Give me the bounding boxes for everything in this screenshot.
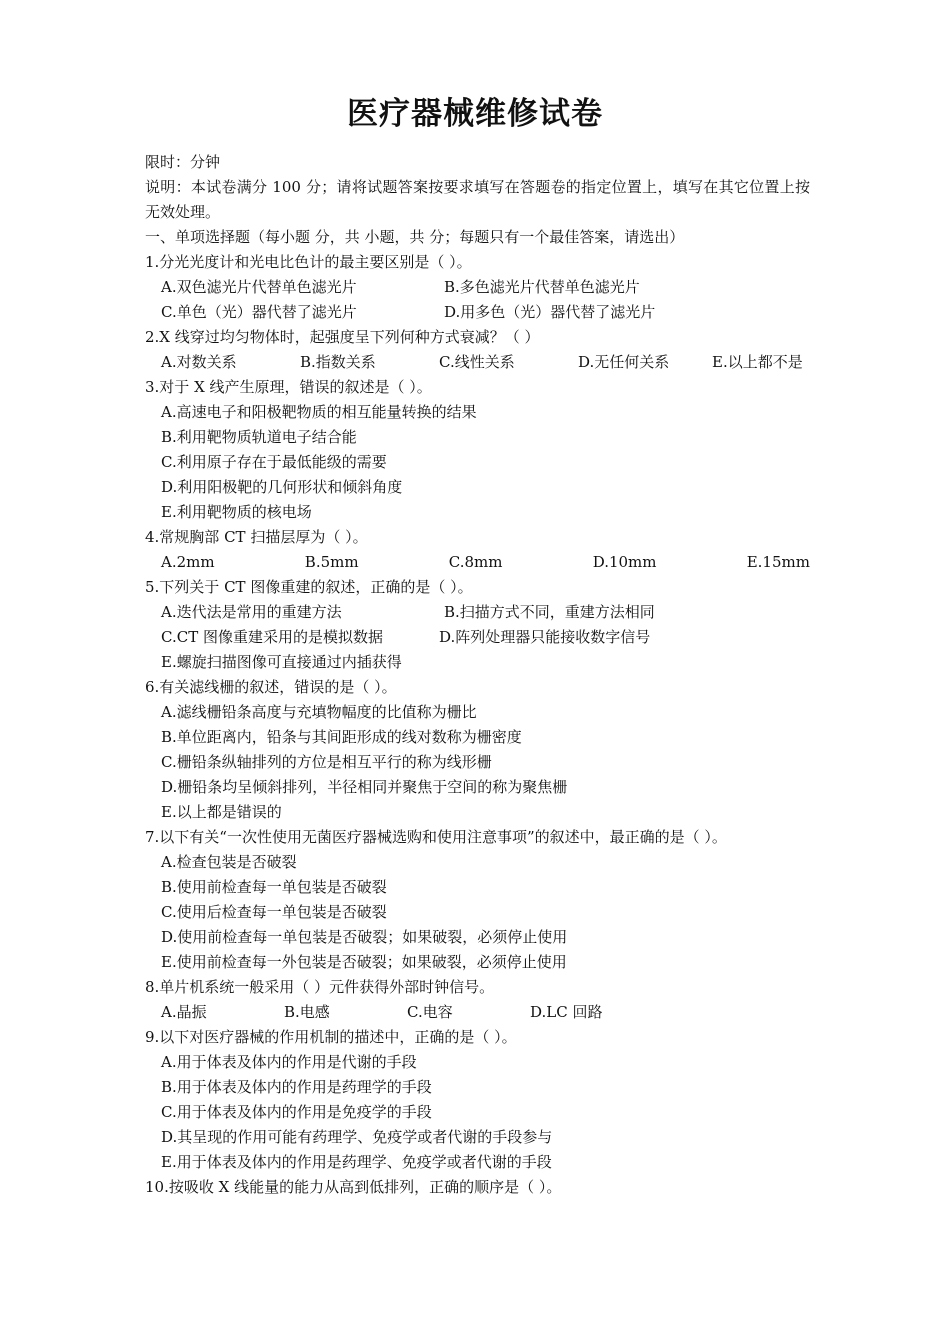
option: A.对数关系 — [161, 353, 237, 371]
option: E.使用前检查每一外包装是否破裂；如果破裂，必须停止使用 — [161, 953, 567, 971]
option: E.15mm — [746, 553, 810, 571]
option: A.2mm — [161, 553, 215, 571]
question-stem: 8.单片机系统一般采用（ ）元件获得外部时钟信号。 — [145, 978, 495, 996]
option: E.利用靶物质的核电场 — [161, 503, 312, 521]
question-stem: 10.按吸收 X 线能量的能力从高到低排列，正确的顺序是（ ）。 — [145, 1178, 562, 1196]
option: B.5mm — [304, 553, 359, 571]
option: E.以上都是错误的 — [161, 803, 282, 821]
option: A.用于体表及体内的作用是代谢的手段 — [161, 1053, 417, 1071]
section-heading: 一、单项选择题（每小题 分，共 小题，共 分；每题只有一个最佳答案，请选出） — [145, 228, 685, 246]
option: E.螺旋扫描图像可直接通过内插获得 — [161, 653, 402, 671]
option: E.以上都不是 — [712, 353, 803, 371]
page-title: 医疗器械维修试卷 — [347, 96, 603, 132]
option: C.用于体表及体内的作用是免疫学的手段 — [161, 1103, 432, 1121]
option: A.滤线栅铅条高度与充填物幅度的比值称为栅比 — [161, 703, 477, 721]
question-stem: 4.常规胸部 CT 扫描层厚为（ ）。 — [145, 528, 368, 546]
option: A.高速电子和阳极靶物质的相互能量转换的结果 — [161, 403, 477, 421]
question-stem: 2.X 线穿过均匀物体时，起强度呈下列何种方式衰减？（ ） — [145, 328, 540, 346]
question-stem: 3.对于 X 线产生原理，错误的叙述是（ ）。 — [145, 378, 432, 396]
option: D.无任何关系 — [578, 353, 670, 371]
option: B.电感 — [284, 1003, 330, 1021]
option: A.检查包装是否破裂 — [161, 853, 297, 871]
option: D.用多色（光）器代替了滤光片 — [444, 303, 656, 321]
option-row — [145, 625, 810, 650]
question-stem: 9.以下对医疗器械的作用机制的描述中，正确的是（ ）。 — [145, 1028, 517, 1046]
option: D.使用前检查每一单包装是否破裂；如果破裂，必须停止使用 — [161, 928, 568, 946]
option-row — [145, 600, 810, 625]
option: C.电容 — [407, 1003, 453, 1021]
question-stem: 6.有关滤线栅的叙述，错误的是（ ）。 — [145, 678, 397, 696]
option: C.8mm — [448, 553, 503, 571]
option: C.单色（光）器代替了滤光片 — [161, 303, 357, 321]
option: B.用于体表及体内的作用是药理学的手段 — [161, 1078, 432, 1096]
option: B.指数关系 — [300, 353, 376, 371]
time-limit: 限时：分钟 — [145, 153, 221, 171]
question-stem: 7.以下有关“一次性使用无菌医疗器械选购和使用注意事项”的叙述中，最正确的是（ ）。 — [145, 828, 727, 846]
option: D.利用阳极靶的几何形状和倾斜角度 — [161, 478, 403, 496]
question-stem: 1.分光光度计和光电比色计的最主要区别是（ ）。 — [145, 253, 472, 271]
option-row — [145, 1000, 810, 1025]
option-row — [145, 550, 810, 575]
option: B.使用前检查每一单包装是否破裂 — [161, 878, 387, 896]
option-row — [145, 275, 810, 300]
option: E.用于体表及体内的作用是药理学、免疫学或者代谢的手段 — [161, 1153, 552, 1171]
option: C.线性关系 — [439, 353, 515, 371]
option: A.双色滤光片代替单色滤光片 — [161, 278, 357, 296]
option: D.其呈现的作用可能有药理学、免疫学或者代谢的手段参与 — [161, 1128, 553, 1146]
option: B.利用靶物质轨道电子结合能 — [161, 428, 357, 446]
option-row — [145, 350, 810, 375]
instructions: 说明：本试卷满分 100 分；请将试题答案按要求填写在答题卷的指定位置上，填写在其它位置上按无效处理。 — [145, 178, 810, 221]
option: D.阵列处理器只能接收数字信号 — [439, 628, 651, 646]
option: C.栅铅条纵轴排列的方位是相互平行的称为线形栅 — [161, 753, 492, 771]
option: D.栅铅条均呈倾斜排列，半径相同并聚焦于空间的称为聚焦栅 — [161, 778, 568, 796]
option: A.迭代法是常用的重建方法 — [161, 603, 342, 621]
option: C.使用后检查每一单包装是否破裂 — [161, 903, 387, 921]
option: A.晶振 — [161, 1003, 207, 1021]
option-row — [145, 300, 810, 325]
option: B.单位距离内，铅条与其间距形成的线对数称为栅密度 — [161, 728, 522, 746]
option: C.CT 图像重建采用的是模拟数据 — [161, 628, 383, 646]
option: D.LC 回路 — [530, 1003, 603, 1021]
exam-content — [145, 150, 810, 1200]
option: B.扫描方式不同，重建方法相同 — [444, 603, 655, 621]
option: D.10mm — [592, 553, 657, 571]
option: C.利用原子存在于最低能级的需要 — [161, 453, 387, 471]
option: B.多色滤光片代替单色滤光片 — [444, 278, 640, 296]
question-stem: 5.下列关于 CT 图像重建的叙述，正确的是（ ）。 — [145, 578, 473, 596]
